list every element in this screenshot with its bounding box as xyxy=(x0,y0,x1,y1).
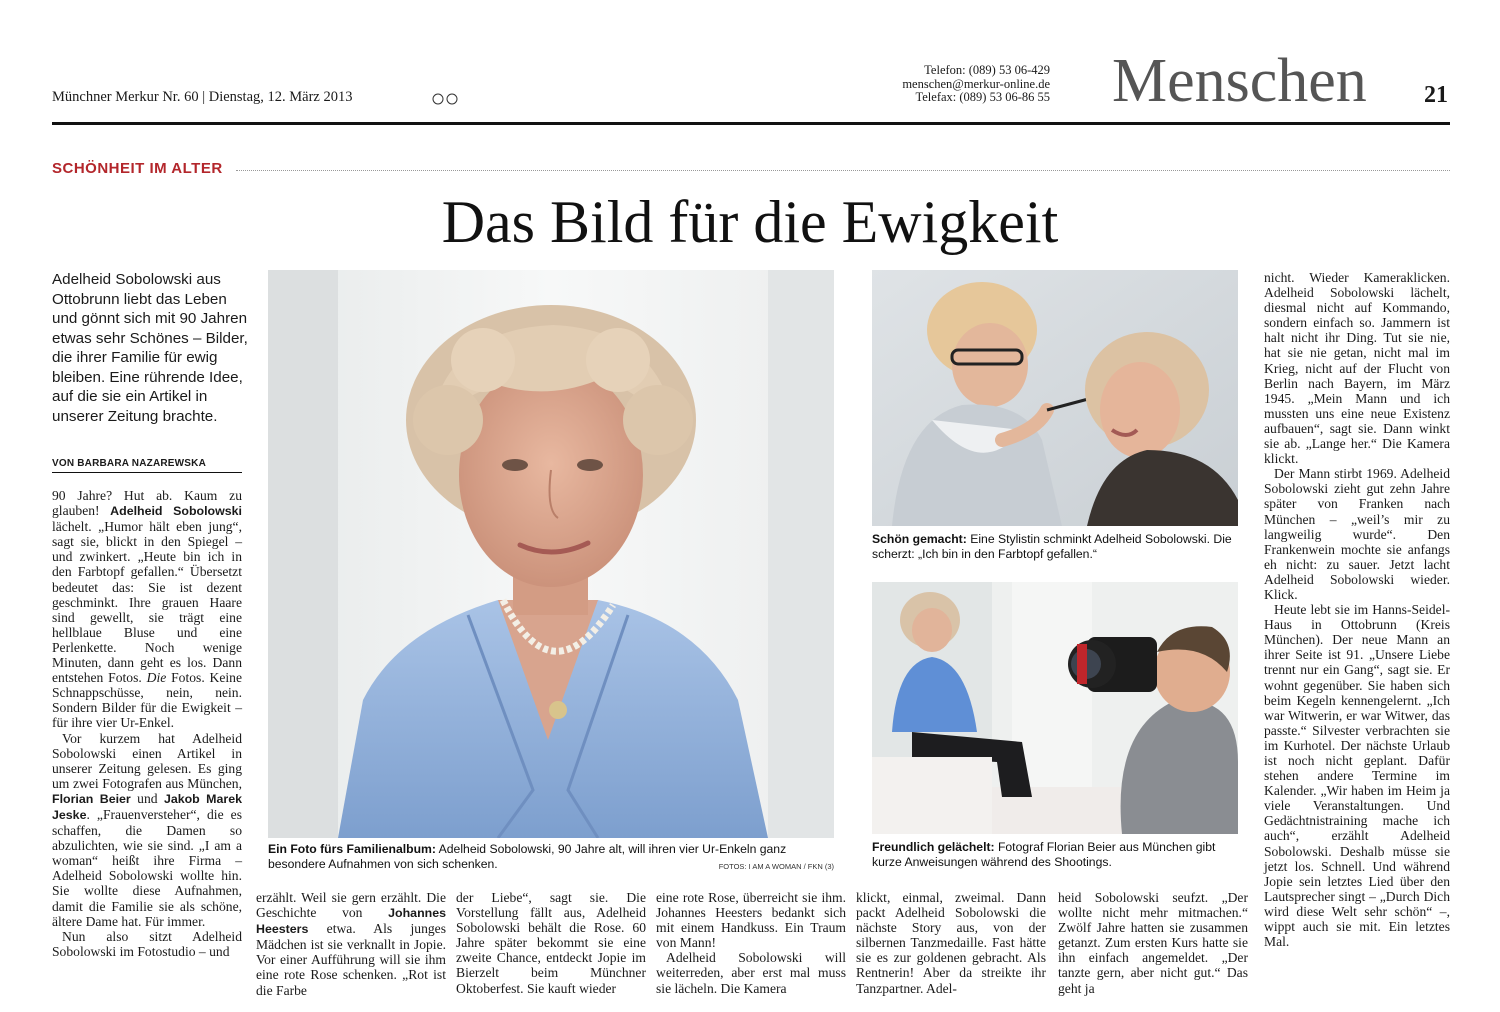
body-column-2 xyxy=(256,890,446,998)
shooting-scene-icon xyxy=(872,582,1238,834)
teaser: Adelheid Sobolowski aus Ottobrunn liebt das Leben und gönnt sich mit 90 Jahren etwas sehr Schönes – Bilder, die ihrer Familie für ewig bleiben. Eine rührende Idee, auf die sie ein Artikel in unserer Zeitung brachte. xyxy=(52,271,248,425)
caption-text: Adelheid Sobolowski, 90 Jahre alt, will ihren vier Ur-Enkeln ganz besondere Aufnahmen von sich schenken. xyxy=(268,842,787,871)
text-italic: Die xyxy=(146,670,167,686)
main-photo xyxy=(268,270,834,838)
name-bold: Florian Beier xyxy=(52,791,131,806)
name-bold: Jakob Marek Jeske xyxy=(52,791,243,822)
masthead-rule xyxy=(52,122,1450,125)
headline: Das Bild für die Ewigkeit xyxy=(441,189,1059,255)
byline-rule xyxy=(52,472,242,473)
byline: VON BARBARA NAZAREWSKA xyxy=(52,458,207,469)
caption-lead: Ein Foto fürs Familienalbum: xyxy=(268,842,436,856)
issue-line: Münchner Merkur Nr. 60 | Dienstag, 12. März 2013 xyxy=(52,89,353,105)
text-run: und xyxy=(130,790,164,806)
text-run: . „Frauenversteher“, die es schaffen, die Damen so abzulichten, wie sie sind. „I am a woman“ heißt ihre Firma – Adelheid Sobolowski wollte hin. Sie wollte diese Aufnahmen, damit die Familie sie als schöne, ältere Dame hat. Für immer. xyxy=(52,806,242,929)
makeup-scene-icon xyxy=(872,270,1238,526)
body-column-3 xyxy=(456,890,646,996)
paragraph: heid Sobolowski seufzt. „Der wollte nicht mehr mitmachen.“ Zwölf Jahre hatten sie zusammen getanzt. Zum ersten Kurs hatte sie ihn einfach angemeldet. „Der tanzte gern, aber nicht gut.“ Das geht ja xyxy=(1058,890,1248,996)
makeup-photo xyxy=(872,270,1238,526)
paragraph xyxy=(52,488,242,731)
text-run: Vor kurzem hat Adelheid Sobolowski einen Artikel in unserer Zeitung gelesen. Es ging um zwei Fotografen aus München, xyxy=(52,730,242,791)
kicker-dotted-rule xyxy=(236,170,1450,171)
portrait-woman-icon xyxy=(268,270,834,838)
text-run: lächelt. „Humor hält eben jung“, sagt sie, blickt in den Spiegel – und zwinkert. „Heute bin ich in den Farbtopf gefallen.“ Übersetzt bedeutet das: Sie ist dezent geschminkt. Ihre grauen Haare sind gewellt, sie trägt eine hellblaue Bluse und eine Perlenkette. Noch wenige Minuten, dann geht es los. Dann entstehen Fotos. xyxy=(52,519,242,686)
body-column-4 xyxy=(656,890,846,996)
paragraph: Adelheid Sobolowski will weiterreden, aber erst mal muss sie lächeln. Die Kamera xyxy=(656,950,846,996)
body-column-6 xyxy=(1058,890,1248,996)
body-column-1 xyxy=(52,488,242,959)
paragraph: Nun also sitzt Adelheid Sobolowski im Fotostudio – und xyxy=(52,928,242,959)
contact-email: menschen@merkur-online.de xyxy=(902,76,1050,91)
text-run: etwa. Als junges Mädchen ist sie verknallt in Jopie. Vor einer Aufführung will sie ihm eine rote Rose schenken. „Rot ist die Farbe xyxy=(256,921,446,998)
shooting-photo xyxy=(872,582,1238,834)
photo-credit: FOTOS: I AM A WOMAN / FKN (3) xyxy=(718,862,834,871)
paragraph: der Liebe“, sagt sie. Die Vorstellung fällt aus, Adelheid Sobolowski behält die Rose. 60 Jahre später bekommt sie eine zweite Chance, entdeckt Jopie im Bierzelt beim Münchner Oktoberfest. Sie kauft wieder xyxy=(456,890,646,996)
contact-block xyxy=(860,64,1050,105)
paragraph: Der Mann stirbt 1969. Adelheid Sobolowski zieht gut zehn Jahre später von Franken nach München – „weil’s mir zu langweilig wurde“. Den Frankenwein mochte sie anfangs eh nicht: zu sauer. Jetzt lacht Adelheid Sobolowski wieder. Klick. xyxy=(1264,466,1450,602)
paragraph: eine rote Rose, überreicht sie ihm. Johannes Heesters bedankt sich mit einem Handkuss. Ein Traum von Mann! xyxy=(656,890,846,951)
caption-text: Fotograf Florian Beier aus München gibt kurze Anweisungen während des Shootings. xyxy=(872,840,1216,869)
caption-lead: Freundlich gelächelt: xyxy=(872,840,995,854)
section-title: Menschen xyxy=(1112,47,1367,115)
name-bold: Johannes Heesters xyxy=(256,906,446,937)
kicker: SCHÖNHEIT IM ALTER xyxy=(52,160,223,177)
decor-circles xyxy=(432,92,464,110)
text-run: erzählt. Weil sie gern erzählt. Die Geschichte von xyxy=(256,890,446,921)
circles-icon xyxy=(432,93,464,105)
body-column-7 xyxy=(1264,270,1450,949)
paragraph xyxy=(256,890,446,998)
page-number: 21 xyxy=(1424,82,1448,108)
text-run: Fotos. Keine Schnappschüsse, nein, nein. Sondern Bilder für die Ewigkeit – für ihre vier Ur-Enkel. xyxy=(52,670,242,731)
paragraph: Heute lebt sie im Hanns-Seidel-Haus in Ottobrunn (Kreis München). Der neue Mann an ihrer Seite ist 91. „Unsere Liebe trennt nur ein Gang“, sagt sie. Er wohnt gegenüber. Sie haben sich beim Kegeln kennengelernt. „Ich war Witwerin, er war Witwer, das passte.“ Silvester verbrachten sie im Kurhotel. Der nächste Urlaub ist noch nicht geplant. Dafür stehen andere Termine im Kalender. „Wir haben im Heim ja viele Veranstaltungen. Und Gedächtnistraining mache ich auch“, erzählt Adelheid Sobolowski. Deshalb müsse sie jetzt los. Schnell. Und während Jopie sein letztes Lied über den Lautsprecher singt – „Durch Dich wird diese Welt sehr schön“ –, wippt auch sie mit. Ein letztes Mal. xyxy=(1264,602,1450,950)
makeup-photo-caption xyxy=(872,532,1238,562)
paragraph: klickt, einmal, zweimal. Dann packt Adelheid Sobolowski die nächste Story aus, von der silbernen Tanzmedaille. Fast hätte sie es zur goldenen gebracht. Als Rentnerin! Aber da streikte ihr Tanzpartner. Adel- xyxy=(856,890,1046,996)
caption-lead: Schön gemacht: xyxy=(872,532,967,546)
paragraph xyxy=(52,731,242,929)
body-column-5 xyxy=(856,890,1046,996)
caption-text: Eine Stylistin schminkt Adelheid Sobolowski. Die scherzt: „Ich bin in den Farbtopf gefallen.“ xyxy=(872,532,1232,561)
shooting-photo-caption xyxy=(872,840,1238,870)
contact-phone: Telefon: (089) 53 06-429 xyxy=(924,63,1050,77)
contact-fax: Telefax: (089) 53 06-86 55 xyxy=(915,90,1050,104)
name-bold: Adelheid Sobolowski xyxy=(110,504,242,519)
text-run: 90 Jahre? Hut ab. Kaum zu glauben! xyxy=(52,488,242,519)
paragraph: nicht. Wieder Kameraklicken. Adelheid Sobolowski lächelt, diesmal nicht auf Kommando, sondern einfach so. Jammern ist halt nicht ihr Ding. Tut sie nie, hat sie nie getan, nicht mal im Krieg, nicht auf der Flucht von Berlin nach Bayern, im März 1945. „Mein Mann und ich mussten uns eine neue Existenz aufbauen“, sagt sie. Dann winkt sie ab. „Lange her.“ Die Kamera klickt. xyxy=(1264,270,1450,467)
